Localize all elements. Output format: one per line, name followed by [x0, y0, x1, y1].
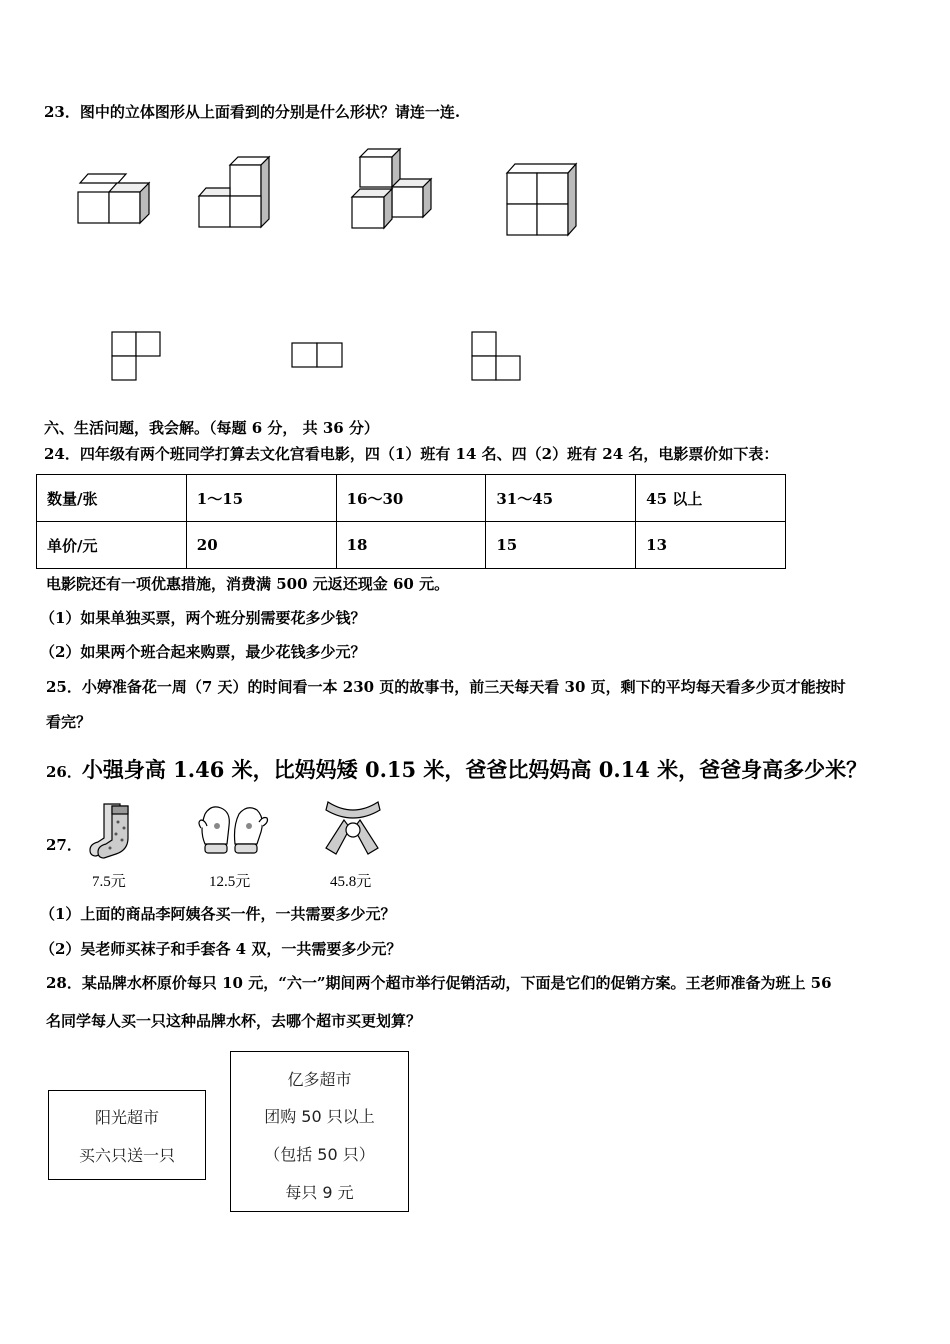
q24-note: 电影院还有一项优惠措施，消费满 500 元返还现金 60 元。 — [46, 575, 450, 593]
q24-text: 24．四年级有两个班同学打算去文化宫看电影，四（1）班有 14 名、四（2）班有 24 名，电影票价如下表： — [44, 445, 779, 463]
q25-line1: 25．小婷准备花一周（7 天）的时间看一本 230 页的故事书，前三天每天看 30 页，剩下的平均每天看多少页才能按时 — [46, 678, 846, 696]
gloves-price: 12.5元 — [209, 874, 251, 890]
table-cell: 16～30 — [336, 475, 486, 522]
ticket-price-table — [36, 474, 786, 569]
table-cell: 18 — [336, 522, 486, 569]
table-row — [37, 475, 786, 522]
table-cell: 1～15 — [186, 475, 336, 522]
section-six-heading: 六、生活问题，我会解。（每题 6 分， 共 36 分） — [44, 419, 379, 437]
q27-sub1: （1）上面的商品李阿姨各买一件，一共需要多少元？ — [40, 905, 396, 923]
q25-line2: 看完？ — [46, 713, 92, 731]
q28-line2: 名同学每人买一只这种品牌水杯，去哪个超市买更划算？ — [46, 1012, 422, 1030]
table-row — [37, 522, 786, 569]
q24-sub1: （1）如果单独买票，两个班分别需要花多少钱？ — [40, 609, 366, 627]
q26-line — [46, 756, 867, 784]
scarf-icon — [322, 796, 384, 860]
gloves-icon — [197, 800, 269, 862]
cube-figure-1 — [76, 170, 156, 230]
store-box-yangguang — [48, 1090, 206, 1180]
table-cell: 数量/张 — [37, 475, 187, 522]
table-cell: 31～45 — [486, 475, 636, 522]
top-view-shape-1 — [110, 330, 165, 382]
top-view-shape-2 — [290, 341, 345, 371]
cube-figure-2 — [196, 155, 276, 230]
q23-text: 23．图中的立体图形从上面看到的分别是什么形状？请连一连. — [44, 103, 461, 121]
socks-icon — [86, 800, 136, 862]
scarf-knot — [346, 823, 360, 837]
socks-price: 7.5元 — [92, 874, 126, 890]
store2-offer2: （包括 50 只） — [264, 1145, 375, 1164]
scarf-price: 45.8元 — [330, 874, 372, 890]
q27-sub2: （2）吴老师买袜子和手套各 4 双，一共需要多少元？ — [40, 940, 402, 958]
table-cell: 13 — [636, 522, 786, 569]
table-cell: 15 — [486, 522, 636, 569]
table-cell: 单价/元 — [37, 522, 187, 569]
q24-sub2: （2）如果两个班合起来购票，最少花钱多少元？ — [40, 643, 366, 661]
top-view-shape-3 — [470, 330, 525, 382]
q26-text: 小强身高 1.46 米，比妈妈矮 0.15 米，爸爸比妈妈高 0.14 米，爸爸身高多少米？ — [81, 757, 868, 782]
table-cell: 20 — [186, 522, 336, 569]
q26-number: 26． — [46, 763, 82, 781]
cube-figure-3 — [348, 147, 438, 232]
q28-line1: 28．某品牌水杯原价每只 10 元，“六一”期间两个超市举行促销活动，下面是它们的促销方案。王老师准备为班上 56 — [46, 974, 832, 992]
table-cell: 45 以上 — [636, 475, 786, 522]
store2-offer3: 每只 9 元 — [285, 1183, 354, 1202]
q27-number: 27． — [46, 836, 82, 854]
cube-figure-4 — [503, 162, 583, 240]
store1-name: 阳光超市 — [94, 1108, 159, 1127]
store2-name: 亿多超市 — [287, 1070, 352, 1089]
store-box-yiduo — [230, 1051, 409, 1212]
store2-offer1: 团购 50 只以上 — [264, 1107, 375, 1126]
store1-offer: 买六只送一只 — [78, 1146, 175, 1165]
